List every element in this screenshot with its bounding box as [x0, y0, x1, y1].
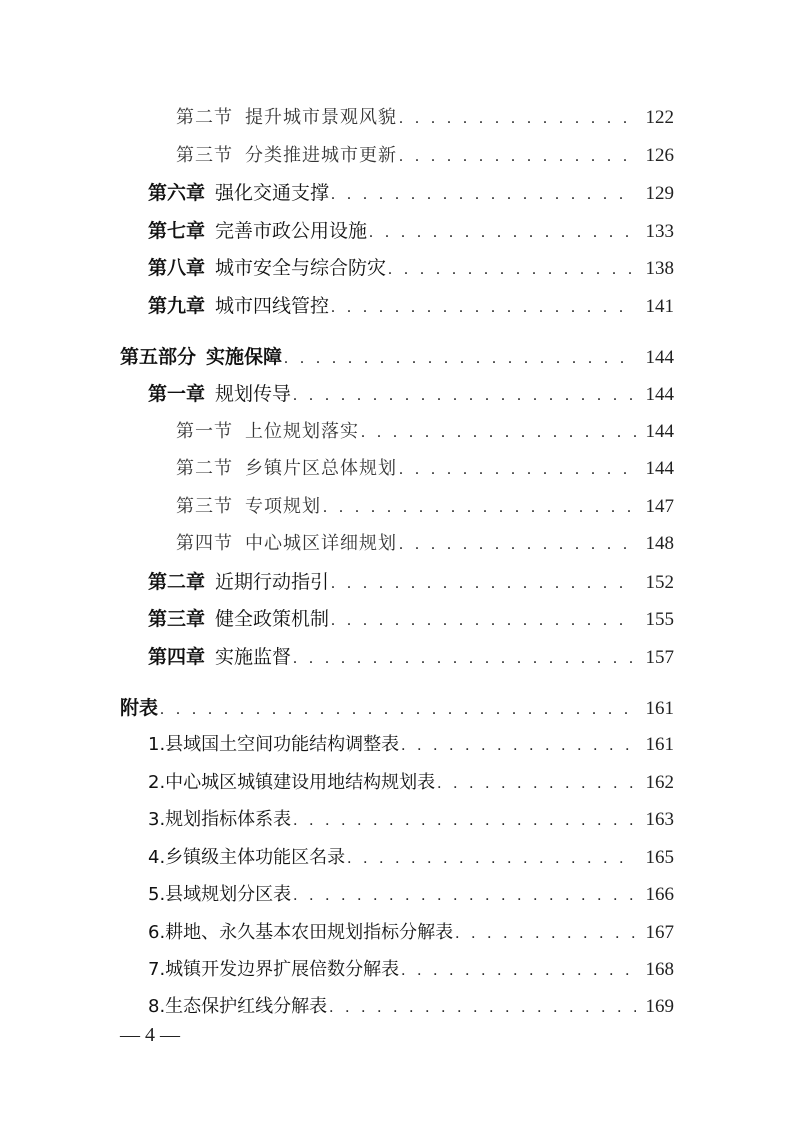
- dot-leader: [331, 180, 636, 210]
- page-number: 167: [645, 922, 674, 943]
- toc-entry-chapter[interactable]: [148, 567, 674, 597]
- entry-label: 5.县域规划分区表: [148, 884, 292, 905]
- toc-entry-chapter[interactable]: [148, 178, 674, 208]
- page-number: 157: [645, 647, 674, 668]
- entry-label: 第四章 实施监督: [148, 646, 292, 668]
- toc-entry-section[interactable]: [176, 529, 674, 559]
- page-number: 129: [645, 183, 674, 204]
- toc-entry-section[interactable]: [176, 417, 674, 447]
- page-number: 152: [645, 572, 674, 593]
- page-number: 166: [645, 884, 674, 905]
- page-number: 122: [645, 107, 674, 128]
- dot-leader: [455, 919, 636, 949]
- page-number: 144: [645, 347, 674, 368]
- entry-label: 3.规划指标体系表: [148, 809, 292, 830]
- toc-entry-part[interactable]: [120, 342, 674, 372]
- dot-leader: [331, 569, 636, 599]
- dot-leader: [388, 255, 636, 285]
- dot-leader: [399, 142, 636, 172]
- page-number: 144: [645, 458, 674, 479]
- toc-entry-appendix[interactable]: [148, 918, 674, 948]
- entry-label: 4.乡镇级主体功能区名录: [148, 847, 346, 868]
- dot-leader: [437, 769, 636, 799]
- toc-entry-appendix[interactable]: [148, 805, 674, 835]
- dot-leader: [399, 530, 636, 560]
- entry-label: 1.县域国土空间功能结构调整表: [148, 734, 400, 755]
- page-number: 161: [645, 698, 674, 719]
- page-footer-number: — 4 —: [120, 1024, 180, 1046]
- page-number: 138: [645, 258, 674, 279]
- entry-label: 8.生态保护红线分解表: [148, 996, 328, 1017]
- toc-entry-chapter[interactable]: [148, 604, 674, 634]
- page-number: 161: [645, 734, 674, 755]
- entry-label: 第八章 城市安全与综合防灾: [148, 257, 387, 279]
- toc-entry-chapter[interactable]: [148, 379, 674, 409]
- toc-entry-appendix[interactable]: [148, 955, 674, 985]
- entry-label: 第一章 规划传导: [148, 383, 292, 405]
- dot-leader: [329, 993, 636, 1023]
- dot-leader: [160, 695, 636, 725]
- toc-entry-appendix[interactable]: [148, 843, 674, 873]
- entry-label: 第六章 强化交通支撑: [148, 182, 330, 204]
- entry-label: 6.耕地、永久基本农田规划指标分解表: [148, 922, 454, 943]
- page-number: 144: [645, 421, 674, 442]
- entry-label: 第七章 完善市政公用设施: [148, 220, 368, 242]
- page-number: 168: [645, 959, 674, 980]
- dot-leader: [293, 806, 636, 836]
- entry-label: 第一节 上位规划落实: [176, 421, 359, 442]
- page-number: 141: [645, 296, 674, 317]
- dot-leader: [361, 418, 636, 448]
- entry-label: 第四节 中心城区详细规划: [176, 533, 397, 554]
- dot-leader: [293, 881, 636, 911]
- toc-entry-chapter[interactable]: [148, 216, 674, 246]
- toc-entry-section[interactable]: [176, 141, 674, 171]
- toc-entry-chapter[interactable]: [148, 253, 674, 283]
- toc-entry-chapter[interactable]: [148, 642, 674, 672]
- entry-label: 7.城镇开发边界扩展倍数分解表: [148, 959, 400, 980]
- page-number: 148: [645, 533, 674, 554]
- page-number: 133: [645, 221, 674, 242]
- entry-label: 第二章 近期行动指引: [148, 571, 330, 593]
- entry-label: 附表: [120, 697, 159, 719]
- dot-leader: [347, 844, 636, 874]
- page-number: 163: [645, 809, 674, 830]
- entry-label: 第三节 专项规划: [176, 496, 321, 517]
- dot-leader: [401, 956, 636, 986]
- dot-leader: [331, 606, 636, 636]
- dot-leader: [331, 293, 636, 323]
- dot-leader: [293, 644, 636, 674]
- page-number: 147: [645, 496, 674, 517]
- dot-leader: [401, 731, 636, 761]
- entry-label: 第三节 分类推进城市更新: [176, 145, 397, 166]
- toc-entry-appendix[interactable]: [148, 768, 674, 798]
- page-number: 165: [645, 847, 674, 868]
- toc-entry-chapter[interactable]: [148, 291, 674, 321]
- toc-entry-section[interactable]: [176, 492, 674, 522]
- entry-label: 第二节 乡镇片区总体规划: [176, 458, 397, 479]
- entry-label: 第三章 健全政策机制: [148, 608, 330, 630]
- toc-entry-section[interactable]: [176, 103, 674, 133]
- toc-entry-section[interactable]: [176, 454, 674, 484]
- entry-label: 第五部分 实施保障: [120, 346, 283, 368]
- page-number: 162: [645, 772, 674, 793]
- toc-entry-appendix-heading[interactable]: [120, 693, 674, 723]
- entry-label: 第九章 城市四线管控: [148, 295, 330, 317]
- toc-entry-appendix[interactable]: [148, 992, 674, 1022]
- dot-leader: [323, 493, 636, 523]
- dot-leader: [369, 218, 636, 248]
- dot-leader: [399, 104, 636, 134]
- entry-label: 第二节 提升城市景观风貌: [176, 107, 397, 128]
- toc-entry-appendix[interactable]: [148, 730, 674, 760]
- dot-leader: [399, 455, 636, 485]
- page-number: 126: [645, 145, 674, 166]
- page-number: 169: [645, 996, 674, 1017]
- toc-entry-appendix[interactable]: [148, 880, 674, 910]
- entry-label: 2.中心城区城镇建设用地结构规划表: [148, 772, 436, 793]
- dot-leader: [284, 344, 636, 374]
- page-number: 155: [645, 609, 674, 630]
- page-number: 144: [645, 384, 674, 405]
- dot-leader: [293, 381, 636, 411]
